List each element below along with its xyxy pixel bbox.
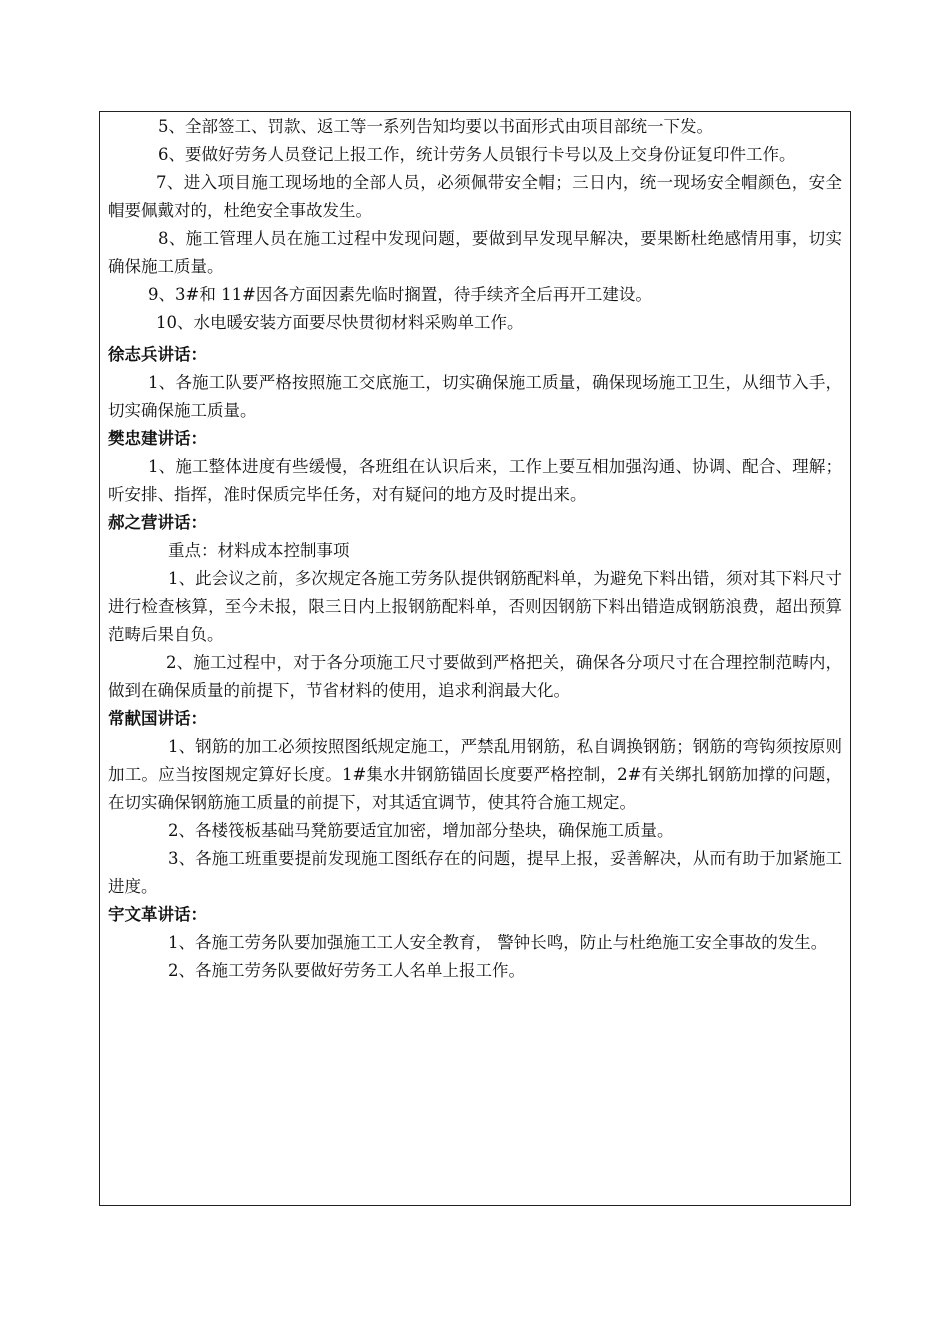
intro-item-10: 10、水电暖安装方面要尽快贯彻材料采购单工作。 [156,313,524,332]
intro-item-6: 6、要做好劳务人员登记上报工作，统计劳务人员银行卡号以及上交身份证复印件工作。 [158,145,796,164]
speaker-heading-yu: 宇文革讲话： [108,905,207,924]
xu-item-1: 1、各施工队要严格按照施工交底施工，切实确保施工质量，确保现场施工卫生，从细节入手，切实确保施工质量。 [108,373,842,420]
speaker-heading-fan: 樊忠建讲话： [108,429,207,448]
speaker-heading-hao: 郝之营讲话： [108,513,207,532]
speaker-heading-chang: 常献国讲话： [108,709,207,728]
intro-item-8: 8、施工管理人员在施工过程中发现问题，要做到早发现早解决，要果断杜绝感情用事，切实确保施工质量。 [108,229,842,276]
fan-item-1: 1、施工整体进度有些缓慢，各班组在认识后来，工作上要互相加强沟通、协调、配合、理解；听安排、指挥，准时保质完毕任务，对有疑问的地方及时提出来。 [108,457,842,504]
hao-focus: 重点：材料成本控制事项 [168,541,350,560]
intro-item-5: 5、全部签工、罚款、返工等一系列告知均要以书面形式由项目部统一下发。 [158,117,713,136]
minutes-content [108,113,842,985]
meeting-minutes-box [99,111,851,1206]
speaker-heading-xu: 徐志兵讲话： [108,345,207,364]
yu-item-2: 2、各施工劳务队要做好劳务工人名单上报工作。 [168,961,525,980]
yu-item-1: 1、各施工劳务队要加强施工工人安全教育， 警钟长鸣，防止与杜绝施工安全事故的发生。 [168,933,828,952]
intro-item-9: 9、3#和 11#因各方面因素先临时搁置，待手续齐全后再开工建设。 [148,285,652,304]
chang-item-3: 3、各施工班重要提前发现施工图纸存在的问题，提早上报，妥善解决，从而有助于加紧施工进度。 [108,849,842,896]
hao-item-2: 2、施工过程中，对于各分项施工尺寸要做到严格把关，确保各分项尺寸在合理控制范畴内，做到在确保质量的前提下，节省材料的使用，追求利润最大化。 [108,653,842,700]
hao-item-1: 1、此会议之前，多次规定各施工劳务队提供钢筋配料单，为避免下料出错，须对其下料尺寸进行检查核算，至今未报，限三日内上报钢筋配料单，否则因钢筋下料出错造成钢筋浪费，超出预算范畴后果自负。 [108,569,842,644]
chang-item-1: 1、钢筋的加工必须按照图纸规定施工，严禁乱用钢筋，私自调换钢筋；钢筋的弯钩须按原则加工。应当按图规定算好长度。1#集水井钢筋锚固长度要严格控制，2#有关绑扎钢筋加撑的问题，在切实确保钢筋施工质量的前提下，对其适宜调节，使其符合施工规定。 [108,737,842,812]
chang-item-2: 2、各楼筏板基础马凳筋要适宜加密，增加部分垫块，确保施工质量。 [168,821,674,840]
intro-item-7: 7、进入项目施工现场地的全部人员，必须佩带安全帽；三日内，统一现场安全帽颜色，安全帽要佩戴对的，杜绝安全事故发生。 [108,173,842,220]
